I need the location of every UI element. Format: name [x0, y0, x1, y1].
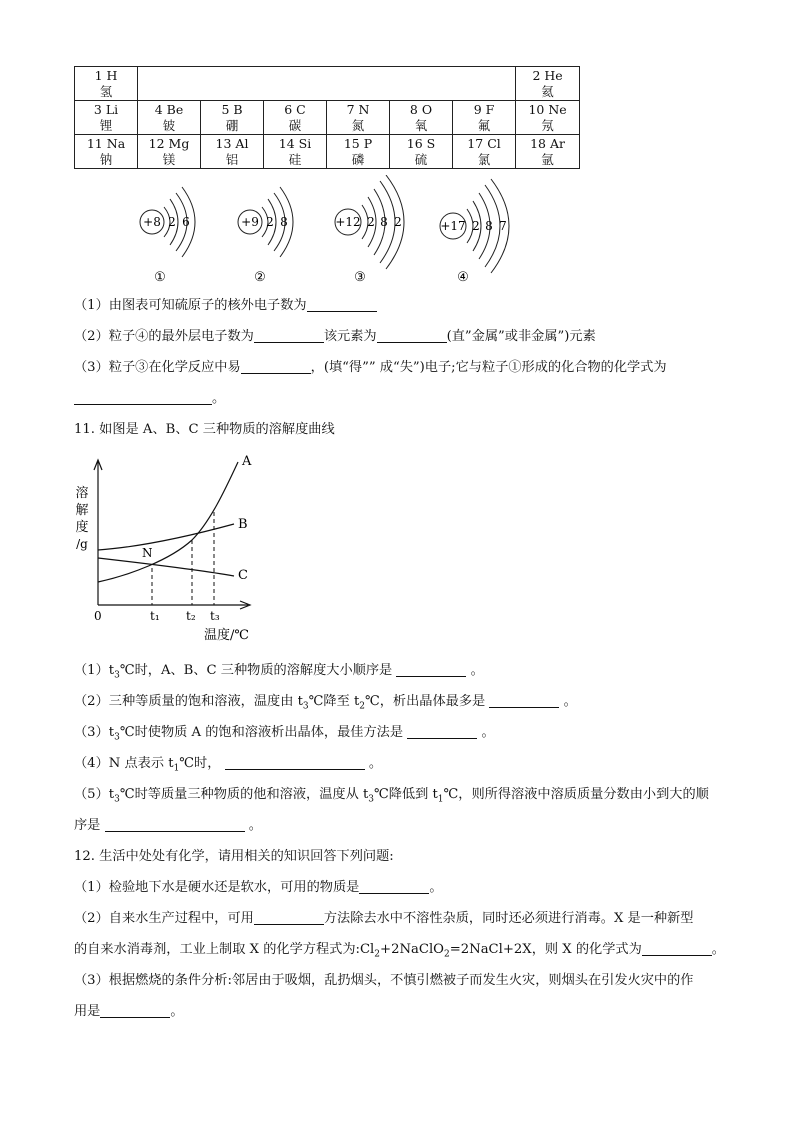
shell-electrons: 7 [499, 219, 507, 233]
table-row [75, 101, 580, 135]
shell-electrons: 2 [266, 215, 274, 229]
answer-blank[interactable] [100, 1003, 170, 1018]
atom-diagram-3 [335, 175, 404, 285]
answer-blank[interactable] [225, 755, 365, 770]
nucleus-charge: +17 [440, 219, 466, 233]
element-cell: 13 Al 铝 [201, 135, 264, 169]
q12-part2-cont: 的自来水消毒剂，工业上制取 X 的化学方程式为$:Cl_2+2NaClO_2=2NaCl+2X$，则 X 的化学式为 。 [74, 942, 725, 960]
answer-blank[interactable] [307, 297, 377, 312]
q11-part4: （4）N 点表示 $t_1℃$时， 。 [74, 756, 383, 774]
x-axis-label: 温度/℃ [204, 628, 249, 643]
tick-label-t3: t₃ [210, 609, 220, 623]
answer-blank[interactable] [254, 910, 324, 925]
atom-label: ① [154, 270, 166, 285]
element-cell: 14 Si 硅 [264, 135, 327, 169]
curve-label-a: A [242, 454, 252, 469]
q12-part3: （3）根据燃烧的条件分析:邻居由于吸烟，乱扔烟头，不慎引燃被子而发生火灾，则烟头在引发火灾中的作 [74, 973, 694, 988]
element-cell: 2 He 氦 [516, 67, 580, 101]
q10-part3: （3）粒子③在化学反应中易 ，(填“得”” 成“失”)电子;它与粒子①形成的化合物的化学式为 [74, 360, 667, 375]
atom-diagram-4 [440, 179, 509, 285]
point-label-n: N [142, 546, 153, 560]
answer-blank[interactable] [241, 359, 311, 374]
y-label-char: 解 [75, 503, 89, 518]
shell-electrons: 8 [380, 215, 388, 229]
element-cell: 9 F 氟 [453, 101, 516, 135]
q11-part3: $(3)t_3℃$时使物质 A 的饱和溶液析出晶体，最佳方法是 。 [74, 725, 495, 743]
table-row [75, 67, 580, 101]
q10-part2: （2）粒子④的最外层电子数为 该元素为 (直”金属”或非金属”)元素 [74, 329, 596, 344]
q12-title: 12. 生活中处处有化学，请用相关的知识回答下列问题: [74, 849, 394, 864]
answer-blank[interactable] [105, 817, 245, 832]
element-cell: 7 N 氮 [327, 101, 390, 135]
q11-title: 11. 如图是 A、B、C 三种物质的溶解度曲线 [74, 422, 335, 437]
q11-part1: $(1)t_3℃$时，A、B、C 三种物质的溶解度大小顺序是 。 [74, 663, 484, 681]
curve-a [98, 462, 238, 582]
element-cell: 6 C 碳 [264, 101, 327, 135]
answer-blank[interactable] [407, 724, 477, 739]
element-cell: 12 Mg 镁 [138, 135, 201, 169]
element-cell: 16 S 硫 [390, 135, 453, 169]
periodic-table [74, 66, 580, 169]
shell-electrons: 2 [394, 215, 402, 229]
atom-label: ④ [457, 270, 469, 285]
shell-electrons: 6 [182, 215, 190, 229]
q12-part3-cont: 用是 。 [74, 1004, 184, 1019]
element-cell: 1 H 氢 [75, 67, 138, 101]
origin-label: 0 [94, 609, 102, 623]
shell-electrons: 2 [168, 215, 176, 229]
shell-electrons: 2 [367, 215, 375, 229]
tick-label-t2: t₂ [186, 609, 196, 623]
answer-blank[interactable] [359, 879, 429, 894]
y-label-char: /g [76, 537, 88, 551]
element-cell: 3 Li 锂 [75, 101, 138, 135]
nucleus-charge: +8 [143, 215, 161, 229]
atom-label: ③ [354, 270, 366, 285]
q10-part1: （1）由图表可知硫原子的核外电子数为 [74, 297, 377, 315]
shell-electrons: 8 [485, 219, 493, 233]
curve-c [98, 558, 234, 576]
y-label-char: 度 [75, 520, 89, 535]
answer-blank[interactable] [642, 941, 712, 956]
nucleus-charge: +9 [241, 215, 259, 229]
element-cell: 11 Na 钠 [75, 135, 138, 169]
element-cell: 15 P 磷 [327, 135, 390, 169]
element-cell: 18 Ar 氩 [516, 135, 580, 169]
curve-label-b: B [238, 517, 248, 532]
atom-diagrams [120, 175, 540, 290]
solubility-chart [70, 450, 270, 650]
q11-part2: （2）三种等质量的饱和溶液，温度由 $t_3℃$降至 $t_2℃$，析出晶体最多是 。 [74, 694, 577, 712]
element-cell: 5 B 硼 [201, 101, 264, 135]
element-cell: 10 Ne 氖 [516, 101, 580, 135]
atom-label: ② [254, 270, 266, 285]
q11-part5-cont: 序是 。 [74, 818, 262, 833]
answer-blank[interactable] [74, 390, 212, 405]
q11-part5: $(5)t_3℃$时等质量三种物质的他和溶液，温度从 $t_3℃$降低到 $t_1℃$，则所得溶液中溶质质量分数由小到大的顺 [74, 787, 709, 805]
element-cell: 17 Cl 氯 [453, 135, 516, 169]
answer-blank[interactable] [489, 693, 559, 708]
tick-label-t1: t₁ [150, 609, 160, 623]
curve-label-c: C [238, 568, 248, 583]
nucleus-charge: +12 [335, 215, 361, 229]
atom-diagram-1 [140, 187, 195, 285]
table-row [75, 135, 580, 169]
q12-part1: （1）检验地下水是硬水还是软水，可用的物质是 。 [74, 880, 443, 895]
element-cell: 4 Be 铍 [138, 101, 201, 135]
answer-blank[interactable] [377, 328, 447, 343]
answer-blank[interactable] [254, 328, 324, 343]
atom-diagram-2 [238, 187, 293, 285]
empty-cell [138, 67, 516, 101]
y-label-char: 溶 [75, 486, 89, 501]
q12-part2: （2）自来水生产过程中，可用 方法除去水中不溶性杂质，同时还必须进行消毒。X 是一种新型 [74, 911, 694, 926]
answer-blank[interactable] [396, 662, 466, 677]
shell-electrons: 2 [472, 219, 480, 233]
element-cell: 8 O 氧 [390, 101, 453, 135]
shell-electrons: 8 [280, 215, 288, 229]
q10-part3-cont: 。 [74, 390, 225, 408]
